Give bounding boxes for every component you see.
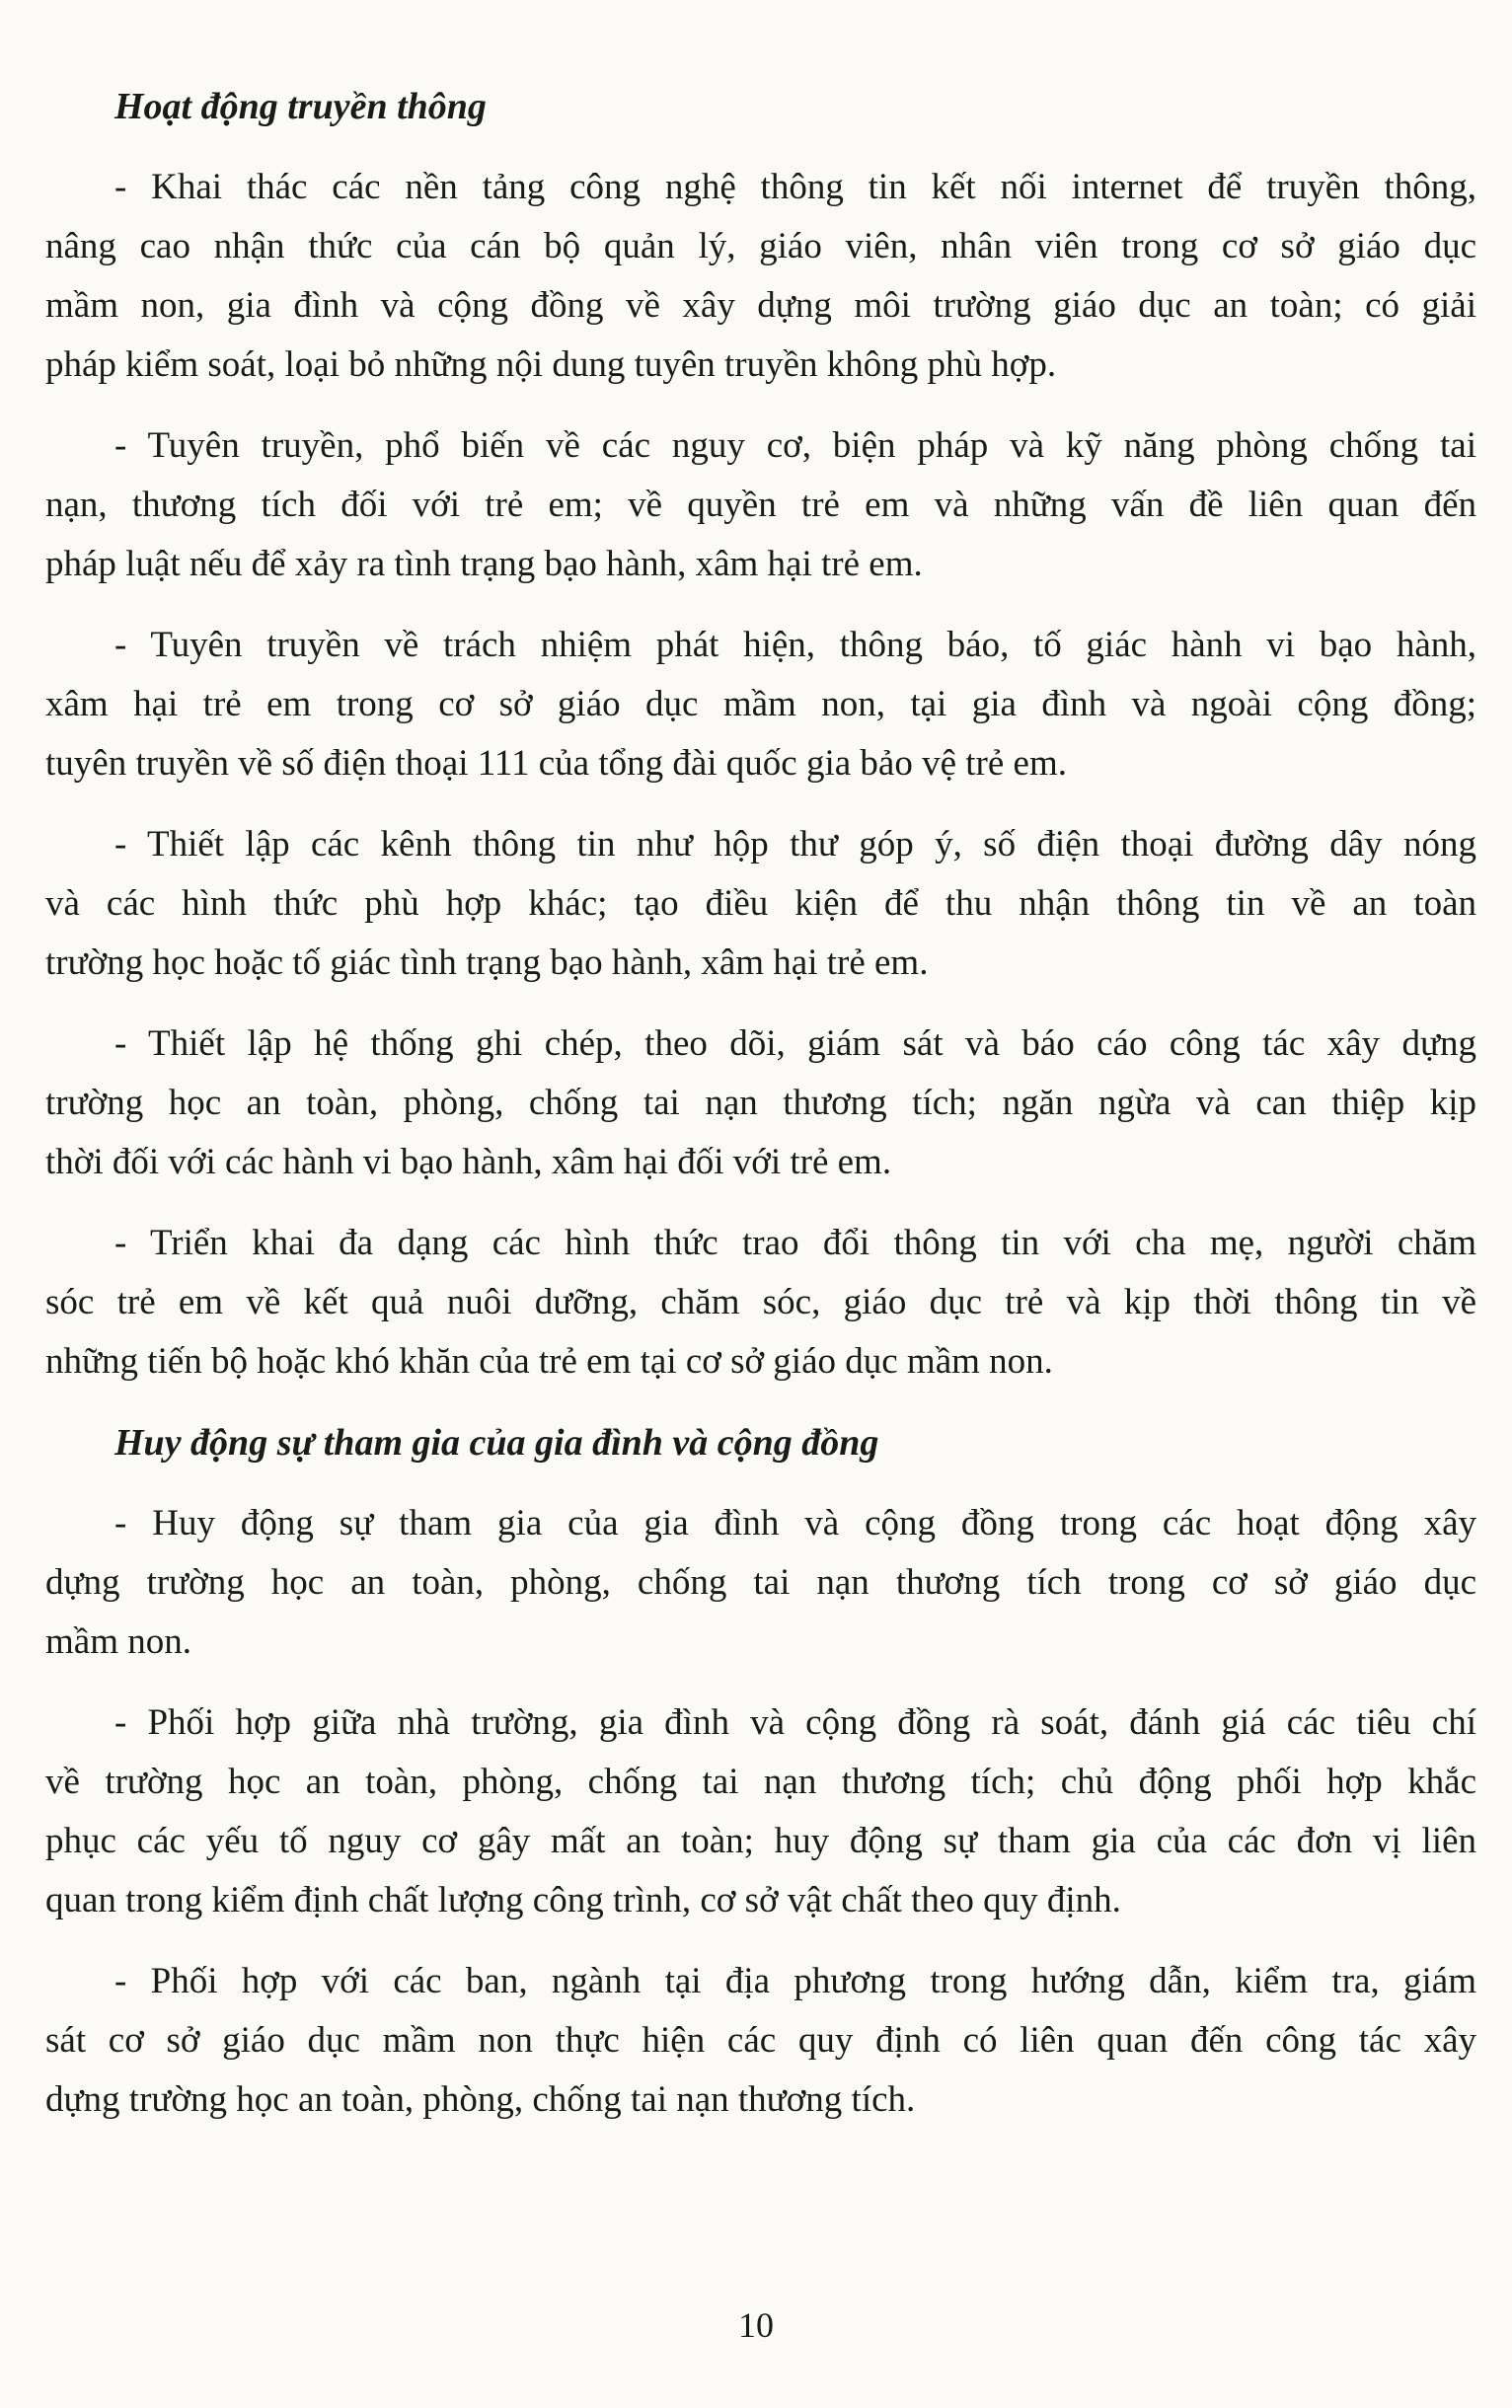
paragraph [45,1214,1476,1392]
text-line: - Triển khai đa dạng các hình thức trao đổi thông tin với cha mẹ, người chăm [114,1223,1476,1263]
text-line: quan trong kiểm định chất lượng công trình, cơ sở vật chất theo quy định. [45,1880,1121,1920]
text-line: về trường học an toàn, phòng, chống tai nạn thương tích; chủ động phối hợp khắc [45,1762,1476,1802]
text-line: sát cơ sở giáo dục mầm non thực hiện các quy định có liên quan đến công tác xây [45,2020,1476,2061]
paragraph [45,158,1476,395]
paragraph [45,616,1476,793]
section-heading: Huy động sự tham gia của gia đình và cộng đồng [114,1422,879,1464]
text-line: nâng cao nhận thức của cán bộ quản lý, giáo viên, nhân viên trong cơ sở giáo dục [45,226,1476,266]
text-line: dựng trường học an toàn, phòng, chống tai nạn thương tích. [45,2079,916,2120]
text-line: - Khai thác các nền tảng công nghệ thông tin kết nối internet để truyền thông, [114,167,1476,207]
text-line: - Tuyên truyền về trách nhiệm phát hiện, thông báo, tố giác hành vi bạo hành, [114,625,1476,665]
page-content [45,77,1476,2151]
text-line: xâm hại trẻ em trong cơ sở giáo dục mầm non, tại gia đình và ngoài cộng đồng; [45,684,1476,724]
text-line: - Tuyên truyền, phổ biến về các nguy cơ, biện pháp và kỹ năng phòng chống tai [114,425,1476,466]
paragraph [45,1015,1476,1192]
text-line: trường học hoặc tố giác tình trạng bạo hành, xâm hại trẻ em. [45,942,929,983]
text-line: thời đối với các hành vi bạo hành, xâm hại đối với trẻ em. [45,1142,892,1182]
text-line: mầm non. [45,1621,191,1662]
text-line: tuyên truyền về số điện thoại 111 của tổng đài quốc gia bảo vệ trẻ em. [45,743,1068,784]
text-line: mầm non, gia đình và cộng đồng về xây dựng môi trường giáo dục an toàn; có giải [45,285,1476,326]
text-line: - Thiết lập hệ thống ghi chép, theo dõi, giám sát và báo cáo công tác xây dựng [114,1023,1476,1064]
paragraph [45,815,1476,993]
paragraph [45,1693,1476,1930]
text-line: - Phối hợp giữa nhà trường, gia đình và cộng đồng rà soát, đánh giá các tiêu chí [114,1702,1476,1743]
text-line: và các hình thức phù hợp khác; tạo điều kiện để thu nhận thông tin về an toàn [45,883,1476,924]
text-line: dựng trường học an toàn, phòng, chống tai nạn thương tích trong cơ sở giáo dục [45,1562,1476,1603]
text-line: - Thiết lập các kênh thông tin như hộp thư góp ý, số điện thoại đường dây nóng [114,824,1476,865]
text-line: pháp kiểm soát, loại bỏ những nội dung tuyên truyền không phù hợp. [45,344,1057,385]
text-line: nạn, thương tích đối với trẻ em; về quyền trẻ em và những vấn đề liên quan đến [45,485,1476,525]
text-line: - Huy động sự tham gia của gia đình và cộng đồng trong các hoạt động xây [114,1503,1476,1543]
paragraph [45,1494,1476,1672]
section-heading: Hoạt động truyền thông [114,86,487,127]
text-line: những tiến bộ hoặc khó khăn của trẻ em tại cơ sở giáo dục mầm non. [45,1341,1053,1382]
paragraph [45,1952,1476,2130]
page-number: 10 [738,2305,774,2345]
text-line: sóc trẻ em về kết quả nuôi dưỡng, chăm sóc, giáo dục trẻ và kịp thời thông tin về [45,1282,1476,1322]
text-line: - Phối hợp với các ban, ngành tại địa phương trong hướng dẫn, kiểm tra, giám [114,1961,1476,2001]
text-line: phục các yếu tố nguy cơ gây mất an toàn; huy động sự tham gia của các đơn vị liên [45,1821,1476,1861]
text-line: trường học an toàn, phòng, chống tai nạn thương tích; ngăn ngừa và can thiệp kịp [45,1083,1476,1123]
paragraph [45,416,1476,594]
text-line: pháp luật nếu để xảy ra tình trạng bạo hành, xâm hại trẻ em. [45,544,923,584]
